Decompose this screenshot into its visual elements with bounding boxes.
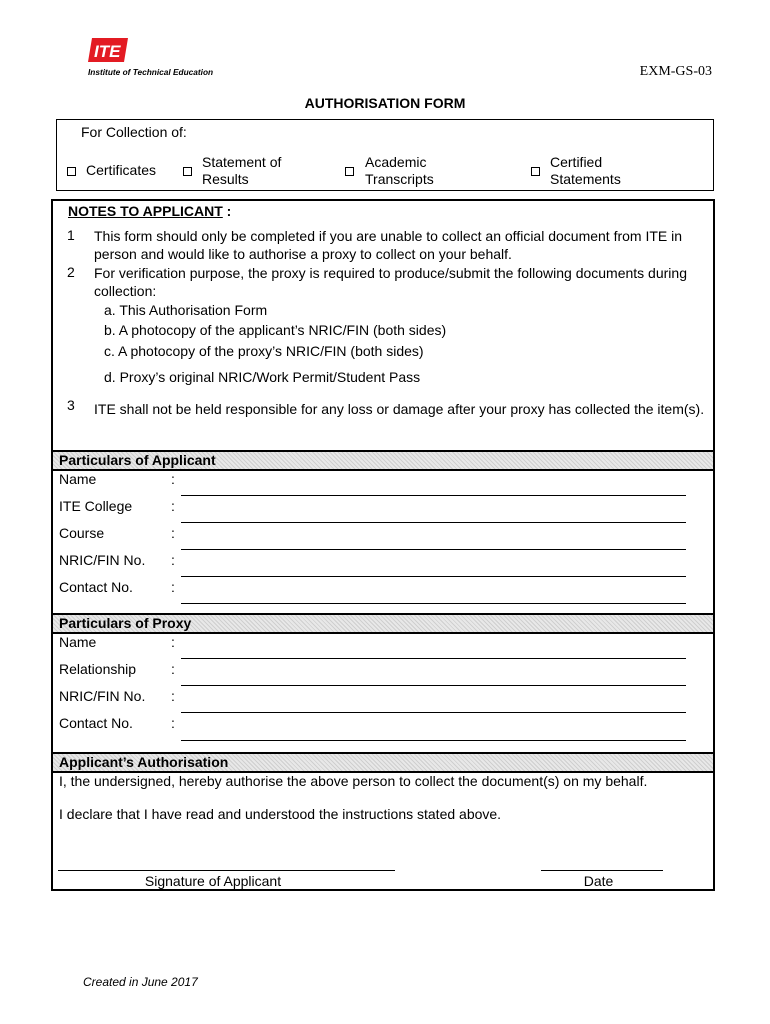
- date-label: Date: [583, 873, 614, 889]
- colon: :: [171, 525, 175, 541]
- checkbox-certificates[interactable]: [67, 167, 76, 176]
- note-2: For verification purpose, the proxy is required to produce/submit the following documents during collection:: [94, 265, 687, 299]
- note-2c: c. A photocopy of the proxy’s NRIC/FIN (both sides): [104, 343, 424, 359]
- logo-text: ITE: [94, 42, 121, 61]
- applicant-college-field[interactable]: [181, 522, 686, 523]
- proxy-contact-label: Contact No.: [59, 715, 133, 731]
- note-3: ITE shall not be held responsible for any loss or damage after your proxy has collected the item(s).: [94, 401, 705, 417]
- declaration-statement: I declare that I have read and understood the instructions stated above.: [59, 806, 502, 822]
- note-number: 3: [67, 397, 75, 413]
- colon: :: [171, 634, 175, 650]
- applicant-name-label: Name: [59, 471, 97, 487]
- authorisation-statement: I, the undersigned, hereby authorise the above person to collect the document(s) on my behalf.: [59, 773, 648, 789]
- note-1: This form should only be completed if you are unable to collect an official document from ITE in person and would like to authorise a proxy to collect on your behalf.: [94, 228, 683, 262]
- proxy-nric-label: NRIC/FIN No.: [59, 688, 146, 704]
- colon: :: [171, 661, 175, 677]
- option-certificates: Certificates: [86, 162, 157, 178]
- applicant-course-label: Course: [59, 525, 105, 541]
- notes-title: NOTES TO APPLICANT :: [68, 203, 232, 219]
- applicant-college-label: ITE College: [59, 498, 133, 514]
- colon: :: [171, 688, 175, 704]
- proxy-nric-field[interactable]: [181, 712, 686, 713]
- checkbox-certified-statements[interactable]: [531, 167, 540, 176]
- signature-field[interactable]: [58, 870, 395, 871]
- institute-name: Institute of Technical Education: [88, 67, 214, 77]
- note-number: 2: [67, 264, 75, 280]
- proxy-section-heading: Particulars of Proxy: [53, 613, 713, 634]
- ite-logo-mark: [84, 38, 234, 80]
- proxy-relationship-label: Relationship: [59, 661, 137, 677]
- created-note: Created in June 2017: [83, 975, 198, 989]
- ite-logo: [84, 38, 234, 80]
- colon: :: [171, 471, 175, 487]
- option-academic-transcripts: Academic Transcripts: [365, 154, 434, 187]
- colon: :: [171, 579, 175, 595]
- option-statement-of-results: Statement of Results: [202, 154, 282, 187]
- checkbox-academic-transcripts[interactable]: [345, 167, 354, 176]
- authorisation-section-heading: Applicant’s Authorisation: [53, 752, 713, 773]
- colon: :: [171, 498, 175, 514]
- note-2d: d. Proxy’s original NRIC/Work Permit/Student Pass: [104, 369, 421, 385]
- applicant-nric-label: NRIC/FIN No.: [59, 552, 146, 568]
- applicant-contact-label: Contact No.: [59, 579, 133, 595]
- applicant-nric-field[interactable]: [181, 576, 686, 577]
- collection-label: For Collection of:: [81, 124, 187, 140]
- form-title: AUTHORISATION FORM: [304, 95, 466, 111]
- checkbox-statement-of-results[interactable]: [183, 167, 192, 176]
- proxy-relationship-field[interactable]: [181, 685, 686, 686]
- note-2a: a. This Authorisation Form: [104, 302, 268, 318]
- applicant-contact-field[interactable]: [181, 603, 686, 604]
- proxy-name-field[interactable]: [181, 658, 686, 659]
- option-certified-statements: Certified Statements: [550, 154, 621, 187]
- colon: :: [171, 552, 175, 568]
- doc-reference: EXM-GS-03: [639, 64, 712, 79]
- applicant-course-field[interactable]: [181, 549, 686, 550]
- signature-label: Signature of Applicant: [144, 873, 282, 889]
- colon: :: [171, 715, 175, 731]
- applicant-name-field[interactable]: [181, 495, 686, 496]
- proxy-name-label: Name: [59, 634, 97, 650]
- note-number: 1: [67, 227, 75, 243]
- applicant-section-heading: Particulars of Applicant: [53, 450, 713, 471]
- date-field[interactable]: [541, 870, 663, 871]
- note-2b: b. A photocopy of the applicant’s NRIC/FIN (both sides): [104, 322, 447, 338]
- proxy-contact-field[interactable]: [181, 740, 686, 741]
